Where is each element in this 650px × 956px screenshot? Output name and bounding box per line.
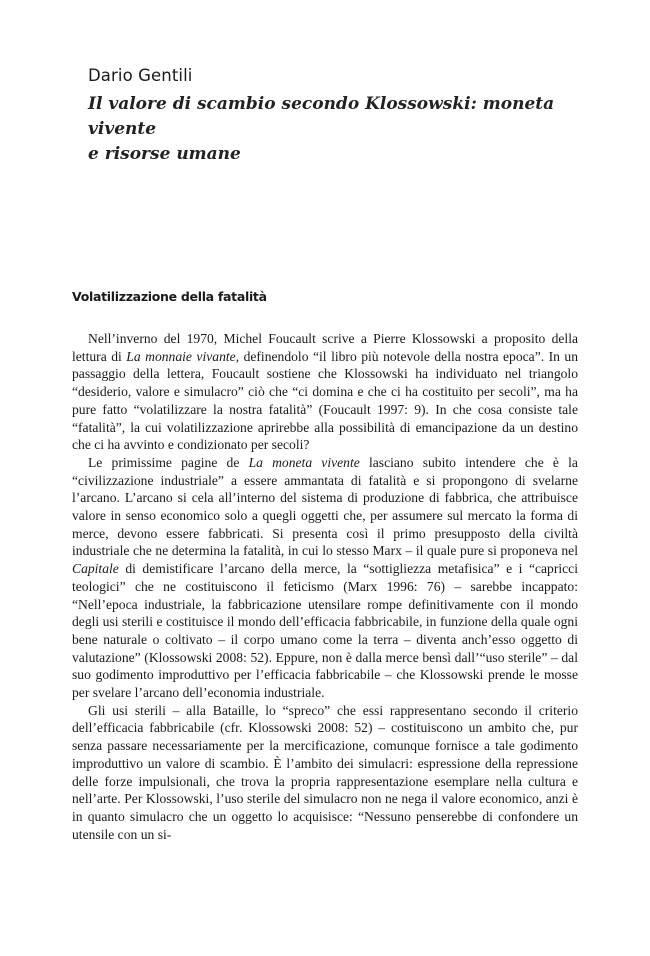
p2-text-c: lasciano subito intendere che è la “civilizzazione industriale” a essere ammantata di fatalità e si propongono di svelarne l’arcano. L’arcano si cela all’interno del sistema di produzione di fabbrica, che attribuisce valore in senso economico solo a quegli oggetti che, per assumere sul mercato la forma di merce, devono essere fabbricati. Si presenta così il primo presupposto della civiltà industriale che ne determina la fatalità, in cui lo stesso Marx – il quale pure si proponeva nel	[72, 454, 578, 559]
p1-text-a: Nell’inverno del 1970, Michel Foucault scrive a Pierre Klossowski a proposito della lettura di	[72, 331, 578, 364]
p2-book-title: La moneta vivente	[248, 454, 360, 470]
paragraph-3	[72, 702, 578, 844]
p3-text-a: Gli usi sterili – alla Bataille, lo “spreco” che essi rappresentano secondo il criterio dell’efficacia fabbricabile (cfr. Klossowski 2008: 52) – costituiscono un ambito che, pur senza passare necessariamente per la mercificazione, comunque fornisce a tale godimento improduttivo un valore di scambio. È l’ambito dei simulacri: espressione della repressione delle forze impulsionali, che trova la propria rappresentazione esemplare nella cultura e nell’arte. Per Klossowski, l’uso sterile del simulacro non ne nega il valore economico, anzi è in quanto simulacro che un oggetto lo acquisisce: “Nessuno penserebbe di confondere un utensile con un si-	[72, 702, 578, 842]
title-line-1: Il valore di scambio secondo Klossowski: moneta vivente	[88, 94, 555, 139]
section-heading: Volatilizzazione della fatalità	[72, 289, 267, 304]
article-title	[88, 92, 588, 167]
p2-text-a: Le primissime pagine de	[88, 454, 249, 470]
title-line-2: e risorse umane	[88, 144, 241, 164]
body-text	[72, 330, 578, 843]
p2-text-e: di demistificare l’arcano della merce, la “sottigliezza metafisica” e i “capricci teologici” che ne costituiscono il feticismo (Marx 1996: 76) – sarebbe incappato: “Nell’epoca industriale, la fabbricazione utensilare rompe definitivamente con il mondo degli usi sterili e costituisce il mondo dell’efficacia fabbricabile, in funzione della quale ogni bene naturale o coltivato – il corpo umano come la terra – diventa anch’esso oggetto di valutazione” (Klossowski 2008: 52). Eppure, non è dalla merce bensì dall’“uso sterile” – dal suo godimento improduttivo per l’efficacia fabbricabile – che Klossowski prende le mosse per svelare l’arcano dell’economia industriale.	[72, 561, 578, 701]
paragraph-2	[72, 454, 578, 702]
p1-text-c: , definendolo “il libro più notevole della nostra epoca”. In un passaggio della lettera, Foucault sostiene che Klossowski ha individuato nel triangolo “desiderio, valore e simulacro” ciò che “ci domina e che ci ha costituito per secoli”, ma ha pure fatto “volatilizzare la nostra fatalità” (Foucault 1997: 9). In che cosa consiste tale “fatalità”, la cui volatilizzazione aprirebbe alla possibilità di emancipazione da un destino che ci ha avvinto e condizionato per secoli?	[72, 348, 579, 453]
paragraph-1	[72, 330, 578, 454]
p1-book-title: La monnaie vivante	[126, 348, 236, 364]
p2-capitale-title: Capitale	[72, 561, 119, 577]
author-name: Dario Gentili	[88, 66, 193, 85]
